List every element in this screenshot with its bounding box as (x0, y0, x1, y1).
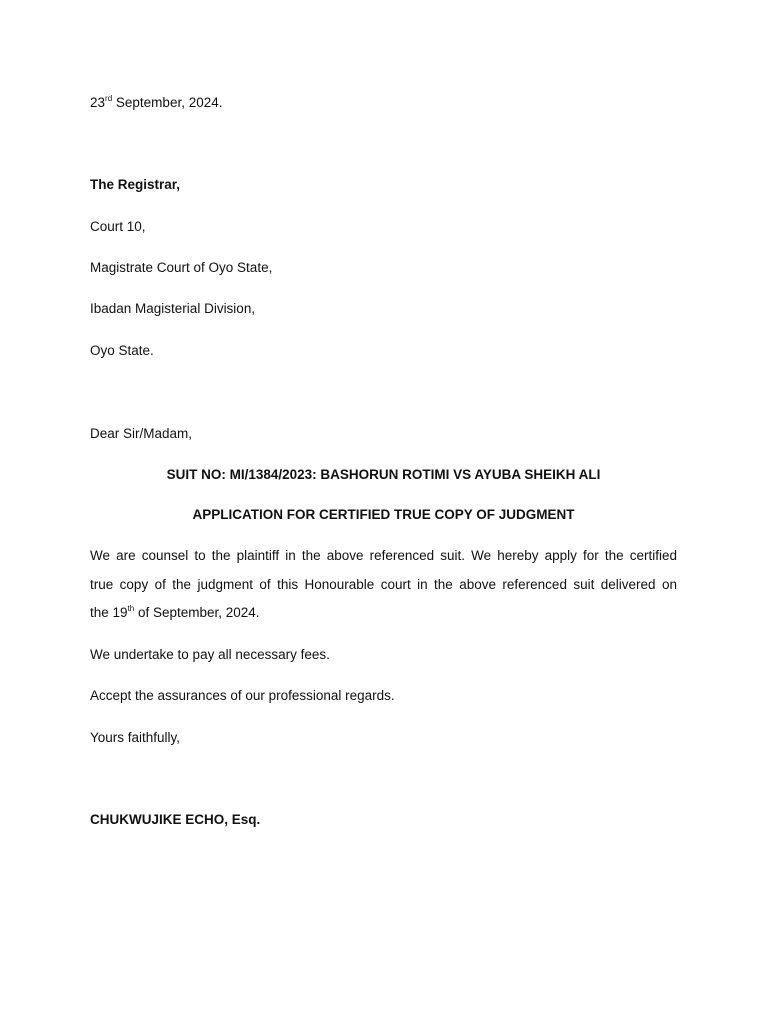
paragraph-1-line-2: true copy of the judgment of this Honourable court in the above referenced suit delivered on (90, 576, 677, 592)
signature-name: CHUKWUJIKE ECHO, Esq. (90, 812, 261, 827)
paragraph-1-line-3-prefix: the 19 (90, 605, 128, 620)
address-line-magistrate-court: Magistrate Court of Oyo State, (90, 260, 273, 275)
date-rest: September, 2024. (112, 95, 223, 110)
date-day-suffix: rd (105, 94, 113, 103)
paragraph-1-ordinal-suffix: th (127, 604, 135, 613)
salutation: Dear Sir/Madam, (90, 426, 193, 441)
paragraph-1-line-3-rest: of September, 2024. (134, 605, 260, 620)
subject-heading: APPLICATION FOR CERTIFIED TRUE COPY OF JUDGMENT (192, 507, 575, 522)
address-line-division: Ibadan Magisterial Division, (90, 301, 256, 316)
body-paragraph-3: Accept the assurances of our professional regards. (90, 688, 395, 703)
paragraph-1-line-3 (90, 599, 677, 628)
body-paragraph-2: We undertake to pay all necessary fees. (90, 647, 330, 662)
body-paragraph-1 (90, 542, 677, 628)
suit-number-heading: SUIT NO: MI/1384/2023: BASHORUN ROTIMI VS AYUBA SHEIKH ALI (166, 467, 601, 482)
closing: Yours faithfully, (90, 730, 181, 745)
address-line-state: Oyo State. (90, 343, 154, 358)
recipient-title: The Registrar, (90, 177, 181, 192)
paragraph-1-line-1: We are counsel to the plaintiff in the above referenced suit. We hereby apply for the certified (90, 548, 677, 563)
date-day: 23 (90, 95, 106, 110)
address-line-court: Court 10, (90, 219, 146, 234)
letter-date (90, 94, 222, 112)
